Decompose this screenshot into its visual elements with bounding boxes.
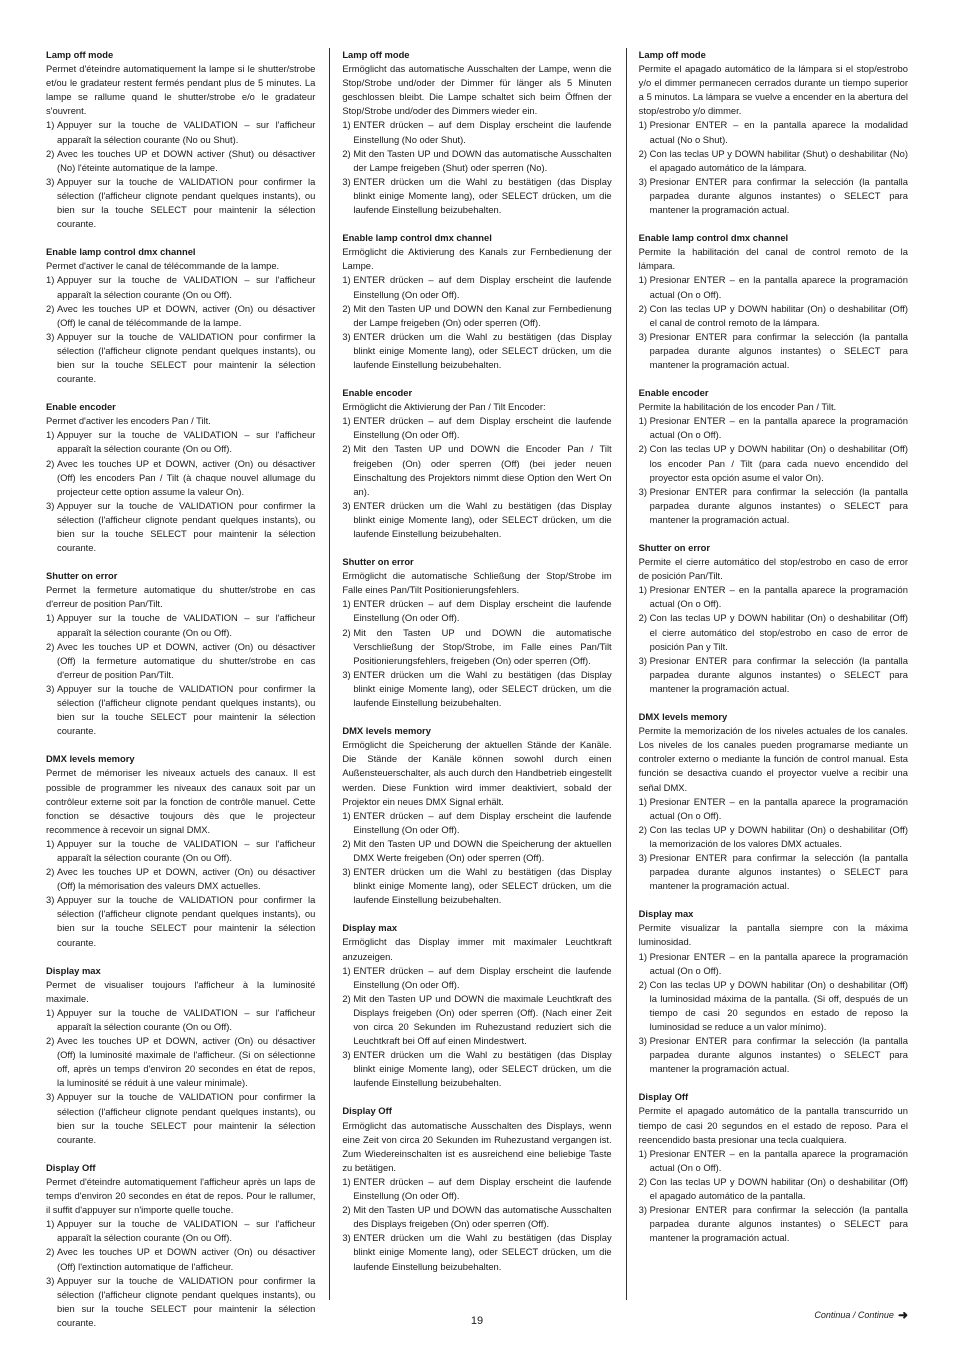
step-number: 3) [638,175,647,187]
step-text: ENTER drücken um die Wahl zu bestätigen (das Display blinkt einige Momente lang), oder SELECT drücken, um die laufende Einstellung beizubehalten. [353,175,612,216]
section-title: Display Off [342,1105,392,1117]
step-number: 2) [46,457,55,469]
step-number: 2) [638,1175,647,1187]
section [46,569,315,738]
section [639,541,908,696]
step-item [46,457,315,499]
step-list [46,837,315,950]
step-item [639,302,908,330]
step-text: Appuyer sur la touche de VALIDATION – sur l'afficheur apparaît la sélection courante (On ou Off). [57,1218,316,1244]
step-list [46,118,315,231]
step-text: ENTER drücken – auf dem Display erscheint die laufende Einstellung (On oder Off). [353,1175,612,1202]
step-item [639,950,908,978]
step-item [342,964,611,992]
step-item [46,1034,315,1090]
step-item [342,668,611,710]
section-title: DMX levels memory [342,725,431,737]
section-intro: Permet la fermeture automatique du shutter/strobe en cas d'erreur de position Pan/Tilt. [46,584,316,610]
step-item [46,499,315,555]
step-number: 2) [46,1035,55,1047]
step-text: Con las teclas UP y DOWN habilitar (On) o deshabilitar (Off) el apagado automático de la pantalla. [649,1175,908,1202]
step-text: Presionar ENTER – en la pantalla aparece la programación actual (On o Off). [649,274,908,300]
section [46,1161,315,1330]
step-item [639,611,908,653]
step-text: ENTER drücken – auf dem Display erscheint die laufende Einstellung (On oder Off). [353,598,612,624]
section-title: Enable lamp control dmx channel [638,232,789,244]
step-number: 1) [46,429,55,441]
step-item [46,118,315,146]
step-text: Appuyer sur la touche de VALIDATION – sur l'afficheur apparaît la sélection courante (On ou Off). [57,274,316,300]
step-text: Presionar ENTER para confirmar la selección (la pantalla parpadea durante algunos instantes) o SELECT para mantener la programación actual. [649,330,908,370]
section-intro: Permite el apagado automático de la lámpara si el stop/estrobo y/o el dimmer permanecen cerrados durante un tiempo superior a 5 minutos. La lámpara se vuelve a encender en la abertura del stop/estrobo y/o dimmer. [638,63,908,117]
step-text: Presionar ENTER – en la pantalla aparece la programación actual (On o Off). [649,415,908,441]
step-text: Presionar ENTER para confirmar la selección (la pantalla parpadea durante algunos instantes) o SELECT para mantener la programación actual. [649,851,908,892]
step-number: 3) [46,682,55,694]
step-text: Appuyer sur la touche de VALIDATION pour confirmer la sélection (l'afficheur clignote pendant quelques instants), ou bien sur la touche SELECT pour maintenir la sélection courante. [57,1091,316,1145]
step-item [342,626,611,668]
step-text: Con las teclas UP y DOWN habilitar (On) o deshabilitar (Off) el canal de control remoto de la lámpara. [649,302,908,328]
step-number: 3) [46,1091,55,1103]
step-number: 3) [342,1232,351,1244]
step-item [639,273,908,301]
section-intro: Ermöglicht die Speicherung der aktuellen Stände der Kanäle. Die Stände der Kanäle können sowohl durch einen Außensteuerschalter, als auch durch den Handbetrieb eingestellt werden. Diese Funktion wird immer deaktiviert, sobald der Projektor ein neues DMX Signal erhält. [342,739,612,807]
section-intro: Ermöglicht die Aktivierung des Kanals zur Fernbedienung der Lampe. [342,246,612,272]
section [342,231,611,372]
step-number: 2) [46,1246,55,1258]
column-french [46,48,329,1328]
step-item [342,442,611,498]
step-list [342,118,611,217]
step-list [639,583,908,696]
section [639,907,908,1076]
step-item [639,978,908,1034]
step-number: 1) [638,1147,647,1159]
step-item [639,1203,908,1245]
step-item [639,654,908,696]
step-text: ENTER drücken um die Wahl zu bestätigen (das Display blinkt einige Momente lang), oder SELECT drücken, um die laufende Einstellung beizubehalten. [353,1232,612,1272]
section-title: Enable encoder [46,401,116,413]
section-intro: Ermöglicht die automatische Schließung der Stop/Strobe im Falle eines Pan/Tilt Positionierungsfehlers. [342,570,612,596]
step-text: Avec les touches UP et DOWN, activer (On) ou désactiver (Off) le canal de télécommande de la lampe. [57,302,316,328]
step-text: ENTER drücken – auf dem Display erscheint die laufende Einstellung (On oder Off). [353,964,612,990]
step-text: Avec les touches UP et DOWN, activer (On) ou désactiver (Off) les encoders Pan / Tilt (à chaque nouvel allumage du projecteur cette option assume la valeur On). [57,457,316,497]
step-number: 1) [46,119,55,131]
step-text: Appuyer sur la touche de VALIDATION – sur l'afficheur apparaît la sélection courante (On ou Off). [57,612,316,638]
section-title: Enable lamp control dmx channel [46,246,196,258]
step-number: 1) [638,584,647,596]
step-number: 3) [46,175,55,187]
step-number: 2) [638,443,647,455]
step-number: 2) [342,837,351,849]
step-text: Appuyer sur la touche de VALIDATION – sur l'afficheur apparaît la sélection courante (On ou Off). [57,429,316,455]
step-item [639,1147,908,1175]
step-text: ENTER drücken um die Wahl zu bestätigen (das Display blinkt einige Momente lang), oder SELECT drücken, um die laufende Einstellung beizubehalten. [353,499,612,539]
step-item [639,1175,908,1203]
step-text: ENTER drücken um die Wahl zu bestätigen (das Display blinkt einige Momente lang), oder SELECT drücken, um die laufende Einstellung beizubehalten. [353,668,612,709]
step-item [342,330,611,372]
section-title: Lamp off mode [638,49,706,60]
step-item [342,273,611,301]
step-number: 1) [638,415,647,427]
step-list [639,1147,908,1246]
step-text: Avec les touches UP et DOWN, activer (On) ou désactiver (Off) la fermeture automatique du shutter/strobe en cas d'erreur de position Pan/Tilt. [57,640,316,680]
section-intro: Permet de visualiser toujours l'afficheur à la luminosité maximale. [46,978,316,1004]
step-item [342,992,611,1048]
section [342,724,611,907]
step-item [46,865,315,893]
step-item [639,583,908,611]
step-number: 2) [638,147,647,159]
step-text: Avec les touches UP et DOWN, activer (On) ou désactiver (Off) la luminosité maximale de l'afficheur. (Si on sélectionne off, après un temps d'environ 20 secondes en état de repos, la luminosité se réduit à une valeur minimale). [57,1035,316,1089]
section-intro: Permite la habilitación del canal de control remoto de la lámpara. [638,246,908,272]
step-number: 1) [46,837,55,849]
step-number: 3) [46,1274,55,1286]
step-number: 2) [342,992,351,1004]
step-number: 3) [342,668,351,680]
step-text: Con las teclas UP y DOWN habilitar (On) o deshabilitar (Off) la luminosidad máxima de la pantalla. (Si off, después de un tiempo de casi 20 segundos en estado de reposo la luminosidad se reduce a un valor mínimo). [649,978,908,1032]
step-item [639,485,908,527]
step-text: ENTER drücken um die Wahl zu bestätigen (das Display blinkt einige Momente lang), oder SELECT drücken, um die laufende Einstellung beizubehalten. [353,1049,612,1089]
step-list [342,1175,611,1274]
step-item [639,175,908,217]
step-number: 1) [342,809,351,821]
section-intro: Permet de mémoriser les niveaux actuels des canaux. Il est possible de programmer les niveaux des canaux soit par un contrôleur externe soit par la fonction de contrôle manuel. Cette fonction se désactive toujours dès que le projecteur recommence à recevoir un signal DMX. [46,767,316,835]
step-text: ENTER drücken um die Wahl zu bestätigen (das Display blinkt einige Momente lang), oder SELECT drücken, um die laufende Einstellung beizubehalten. [353,866,612,906]
step-number: 1) [46,612,55,624]
step-number: 3) [46,499,55,511]
step-list [639,273,908,372]
step-item [46,330,315,386]
step-number: 1) [46,1006,55,1018]
step-text: Presionar ENTER para confirmar la selección (la pantalla parpadea durante algunos instantes) o SELECT para mantener la programación actual. [649,1035,908,1075]
section-title: Enable encoder [638,387,709,399]
step-text: Mit den Tasten UP und DOWN das automatische Ausschalten des Displays freigeben (On) oder sperren (Off). [353,1204,612,1230]
step-list [342,809,611,908]
column-spanish [626,48,908,1300]
step-item [46,1245,315,1273]
step-item [342,809,611,837]
step-text: Appuyer sur la touche de VALIDATION pour confirmer la sélection (l'afficheur clignote pendant quelques instants), ou bien sur la touche SELECT pour maintenir la sélection courante. [57,682,316,737]
step-number: 3) [638,1204,647,1216]
section-title: Display max [342,922,398,934]
step-list [342,414,611,541]
step-number: 2) [46,302,55,314]
section [46,752,315,949]
step-number: 3) [638,851,647,863]
section-intro: Ermöglicht das automatische Ausschalten der Lampe, wenn die Stop/Strobe und/oder der Dimmer für länger als 5 Minuten geschlossen bleibt. Die Lampe schaltet sich beim Öffnen der Stop/Strobe und/oder des Dimmers wieder ein. [342,63,612,117]
step-item [342,414,611,442]
step-item [46,1006,315,1034]
step-item [46,837,315,865]
section-title: DMX levels memory [638,711,728,723]
step-text: Presionar ENTER para confirmar la selección (la pantalla parpadea durante algunos instantes) o SELECT para mantener la programación actual. [649,175,908,216]
step-text: Avec les touches UP et DOWN activer (On) ou désactiver (Off) l'extinction automatique de l'afficheur. [57,1246,316,1272]
section-intro: Permite la habilitación de los encoder Pan / Tilt. [638,401,837,413]
step-text: Mit den Tasten UP und DOWN den Kanal zur Fernbedienung der Lampe freigeben (On) oder sperren (Off). [353,302,612,328]
step-number: 3) [638,485,647,497]
step-text: Presionar ENTER – en la pantalla aparece la programación actual (On o Off). [649,795,908,821]
section [46,400,315,555]
step-list [639,118,908,217]
step-number: 3) [342,330,351,342]
step-number: 1) [46,274,55,286]
step-text: Appuyer sur la touche de VALIDATION – sur l'afficheur apparaît la sélection courante (On ou Off). [57,1006,316,1032]
section-title: Lamp off mode [46,49,114,60]
step-text: Avec les touches UP et DOWN activer (Shut) ou désactiver (No) l'éteinte automatique de la lampe. [57,147,316,173]
section-title: DMX levels memory [46,753,135,765]
step-text: Presionar ENTER – en la pantalla aparece la programación actual (On o Off). [649,584,908,610]
step-item [46,147,315,175]
section [46,48,315,231]
step-item [342,1175,611,1203]
section-intro: Permite el apagado automático de la pantalla transcurrido un tiempo de casi 20 segundos en el estado de reposo. Para el reencendido basta presionar una tecla cualquiera. [638,1105,908,1145]
step-number: 3) [342,866,351,878]
step-number: 2) [638,823,647,835]
section [46,245,315,386]
section-title: Lamp off mode [342,49,410,60]
section-intro: Ermöglicht das Display immer mit maximaler Leuchtkraft anzuzeigen. [342,936,612,962]
step-number: 1) [342,1175,351,1187]
section-intro: Ermöglicht die Aktivierung der Pan / Tilt Encoder: [342,401,546,413]
step-item [46,428,315,456]
step-item [342,837,611,865]
step-text: Appuyer sur la touche de VALIDATION pour confirmer la sélection (l'afficheur clignote pendant quelques instants), ou bien sur la touche SELECT pour maintenir la sélection courante. [57,1274,316,1328]
step-item [639,442,908,484]
step-item [342,865,611,907]
step-number: 2) [342,443,351,455]
step-text: Presionar ENTER para confirmar la selección (la pantalla parpadea durante algunos instantes) o SELECT para mantener la programación actual. [649,654,908,694]
section-intro: Permet d'éteindre automatiquement la lampe si le shutter/strobe et/ou le gradateur restent fermés pendant plus de 5 minutes. La lampe se rallume quand le shutter/strobe e/o le gradateur s'ouvrent. [46,63,316,117]
section-title: Shutter on error [638,542,711,553]
step-text: Appuyer sur la touche de VALIDATION pour confirmer la sélection (l'afficheur clignote pendant quelques instants), ou bien sur la touche SELECT pour maintenir la sélection courante. [57,175,316,230]
step-item [342,1231,611,1273]
step-text: Appuyer sur la touche de VALIDATION pour confirmer la sélection (l'afficheur clignote pendant quelques instants), ou bien sur la touche SELECT pour maintenir la sélection courante. [57,499,316,554]
step-number: 2) [46,640,55,652]
step-number: 3) [342,175,351,187]
step-item [639,147,908,175]
step-number: 2) [342,147,351,159]
step-number: 3) [638,654,647,666]
step-item [639,795,908,823]
step-text: Con las teclas UP y DOWN habilitar (On) o deshabilitar (Off) el cierre automático del stop/estrobo en caso de error de posición Pan y Tilt. [649,612,908,652]
step-item [342,147,611,175]
step-item [639,851,908,893]
section [639,48,908,217]
step-text: Mit den Tasten UP und DOWN die maximale Leuchtkraft des Displays freigeben (On) oder sperren (Off). (Nach einer Zeit von circa 20 Sekunden im Ruhezustand reduziert sich die Leuchtkraft bei Off auf einen Mindestwert. [353,992,612,1047]
step-number: 2) [342,626,351,638]
section-intro: Permet d'éteindre automatiquement l'afficheur après un laps de temps d'environ 20 secondes en état de repos. Pour le rallumer, il suffit d'appuyer sur n'importe quelle touche. [46,1175,316,1216]
step-number: 2) [638,302,647,314]
section-intro: Permite el cierre automático del stop/estrobo en caso de error de posición Pan/Tilt. [638,556,908,582]
step-item [46,1217,315,1245]
step-number: 1) [342,415,351,427]
step-list [342,273,611,372]
section-title: Display max [638,908,694,920]
step-number: 2) [46,866,55,878]
step-item [46,1090,315,1146]
page-number: 19 [470,1315,484,1327]
column-german [329,48,625,1300]
step-number: 3) [342,499,351,511]
step-list [46,428,315,555]
section [639,386,908,527]
step-item [639,414,908,442]
step-list [639,950,908,1077]
step-list [46,1006,315,1147]
step-item [639,1034,908,1076]
section [342,386,611,541]
section [639,1090,908,1245]
step-number: 2) [46,147,55,159]
continue-note [814,1308,908,1322]
section [342,48,611,217]
step-list [342,964,611,1091]
step-number: 2) [638,978,647,990]
section-title: Display Off [638,1091,689,1103]
section [342,1104,611,1273]
section-title: Enable encoder [342,387,413,399]
step-item [639,118,908,146]
step-text: Appuyer sur la touche de VALIDATION – sur l'afficheur apparaît la sélection courante (On ou Off). [57,837,316,863]
section-title: Shutter on error [46,570,118,582]
step-list [342,597,611,710]
step-item [342,499,611,541]
section-title: Display max [46,964,101,976]
step-text: ENTER drücken – auf dem Display erscheint die laufende Einstellung (On oder Off). [353,274,612,300]
step-item [46,273,315,301]
step-text: ENTER drücken – auf dem Display erscheint die laufende Einstellung (On oder Off). [353,415,612,441]
step-text: Presionar ENTER – en la pantalla aparece la modalidad actual (No o Shut). [649,119,908,145]
step-number: 2) [342,302,351,314]
section-intro: Permite la memorización de los niveles actuales de los canales. Los niveles de los canales pueden programarse mediante un controler externo o mediante la función de control manual. Esta función se desactiva cuando el proyector vuelve a recibir una señal DMX. [638,725,908,793]
step-number: 1) [342,274,351,286]
step-item [342,302,611,330]
section-intro: Permet d'activer les encoders Pan / Tilt. [46,415,211,427]
step-item [46,682,315,738]
step-item [46,302,315,330]
step-text: Presionar ENTER para confirmar la selección (la pantalla parpadea durante algunos instantes) o SELECT para mantener la programación actual. [649,1204,908,1244]
step-number: 3) [46,894,55,906]
step-number: 1) [638,274,647,286]
section-title: Enable lamp control dmx channel [342,232,492,244]
step-list [46,1217,315,1330]
step-text: Avec les touches UP et DOWN, activer (On) ou désactiver (Off) la mémorisation des valeurs DMX actuelles. [57,866,316,892]
step-list [639,414,908,527]
step-text: Con las teclas UP y DOWN habilitar (Shut) o deshabilitar (No) el apagado automático de la lámpara. [649,147,908,173]
step-number: 3) [342,1049,351,1061]
step-number: 1) [342,119,351,131]
section-title: Shutter on error [342,556,414,568]
step-text: Mit den Tasten UP und DOWN die Speicherung der aktuellen DMX Werte freigeben (On) oder sperren (Off). [353,837,612,863]
section-title: Display Off [46,1161,96,1173]
step-number: 1) [46,1218,55,1230]
step-item [46,611,315,639]
step-number: 3) [638,1035,647,1047]
step-text: Mit den Tasten UP und DOWN die automatische Verschließung der Stop/Strobe, im Falle eines Pan/Tilt Positionierungsfehlers, freigeben (On) oder sperren (Off). [353,626,612,666]
continue-label: Continua / Continue [814,1310,894,1320]
step-number: 2) [638,612,647,624]
step-item [342,597,611,625]
step-text: Presionar ENTER – en la pantalla aparece la programación actual (On o Off). [649,1147,908,1173]
step-list [46,611,315,738]
step-item [342,118,611,146]
section-intro: Permet d'activer le canal de télécommande de la lampe. [46,260,280,272]
section [342,555,611,710]
step-text: ENTER drücken – auf dem Display erscheint die laufende Einstellung (On oder Off). [353,809,612,835]
step-item [46,175,315,231]
step-item [342,1203,611,1231]
step-number: 1) [638,119,647,131]
step-number: 1) [638,795,647,807]
step-text: Con las teclas UP y DOWN habilitar (On) o deshabilitar (Off) la memorización de los valores DMX actuales. [649,823,908,849]
step-list [639,795,908,894]
step-number: 1) [342,964,351,976]
step-list [46,273,315,386]
step-number: 1) [342,598,351,610]
step-item [639,330,908,372]
step-item [342,175,611,217]
step-text: Appuyer sur la touche de VALIDATION pour confirmer la sélection (l'afficheur clignote pendant quelques instants), ou bien sur la touche SELECT pour maintenir la sélection courante. [57,330,316,385]
section [46,964,315,1147]
step-number: 2) [342,1204,351,1216]
step-text: Appuyer sur la touche de VALIDATION – sur l'afficheur apparaît la sélection courante (No ou Shut). [57,119,316,145]
section-intro: Permite visualizar la pantalla siempre con la máxima luminosidad. [638,922,908,948]
step-text: Mit den Tasten UP und DOWN die Encoder Pan / Tilt freigeben (On) oder sperren (Off) (bei jeder neuen Einschaltung des Projektors nimmt diese Option den Wert On an). [353,443,612,497]
step-text: Mit den Tasten UP und DOWN das automatische Ausschalten der Lampe freigeben (Shut) oder sperren (No). [353,147,612,173]
section [639,231,908,372]
section-intro: Ermöglicht das automatische Ausschalten des Displays, wenn eine Zeit von circa 20 Sekunden im Ruhezustand vergangen ist. Zum Wiedereinschalten ist es ausreichend eine beliebige Taste zu betätigen. [342,1119,612,1173]
step-item [639,823,908,851]
step-text: Appuyer sur la touche de VALIDATION pour confirmer la sélection (l'afficheur clignote pendant quelques instants), ou bien sur la touche SELECT pour maintenir la sélection courante. [57,894,316,948]
section [342,921,611,1090]
arrow-right-icon: ➜ [897,1308,908,1322]
step-number: 1) [638,950,647,962]
section [639,710,908,893]
step-item [46,640,315,682]
step-item [46,893,315,949]
step-number: 3) [638,330,647,342]
step-text: Presionar ENTER – en la pantalla aparece la programación actual (On o Off). [649,950,908,976]
step-text: Presionar ENTER para confirmar la selección (la pantalla parpadea durante algunos instantes) o SELECT para mantener la programación actual. [649,485,908,525]
step-item [342,1048,611,1090]
step-text: ENTER drücken – auf dem Display erscheint die laufende Einstellung (No oder Shut). [353,119,612,145]
step-number: 3) [46,330,55,342]
step-text: ENTER drücken um die Wahl zu bestätigen (das Display blinkt einige Momente lang), oder SELECT drücken, um die laufende Einstellung beizubehalten. [353,330,612,370]
step-text: Con las teclas UP y DOWN habilitar (On) o deshabilitar (Off) los encoder Pan / Tilt (para cada nuevo encendido del proyector esta opción asume el valor On). [649,443,908,483]
